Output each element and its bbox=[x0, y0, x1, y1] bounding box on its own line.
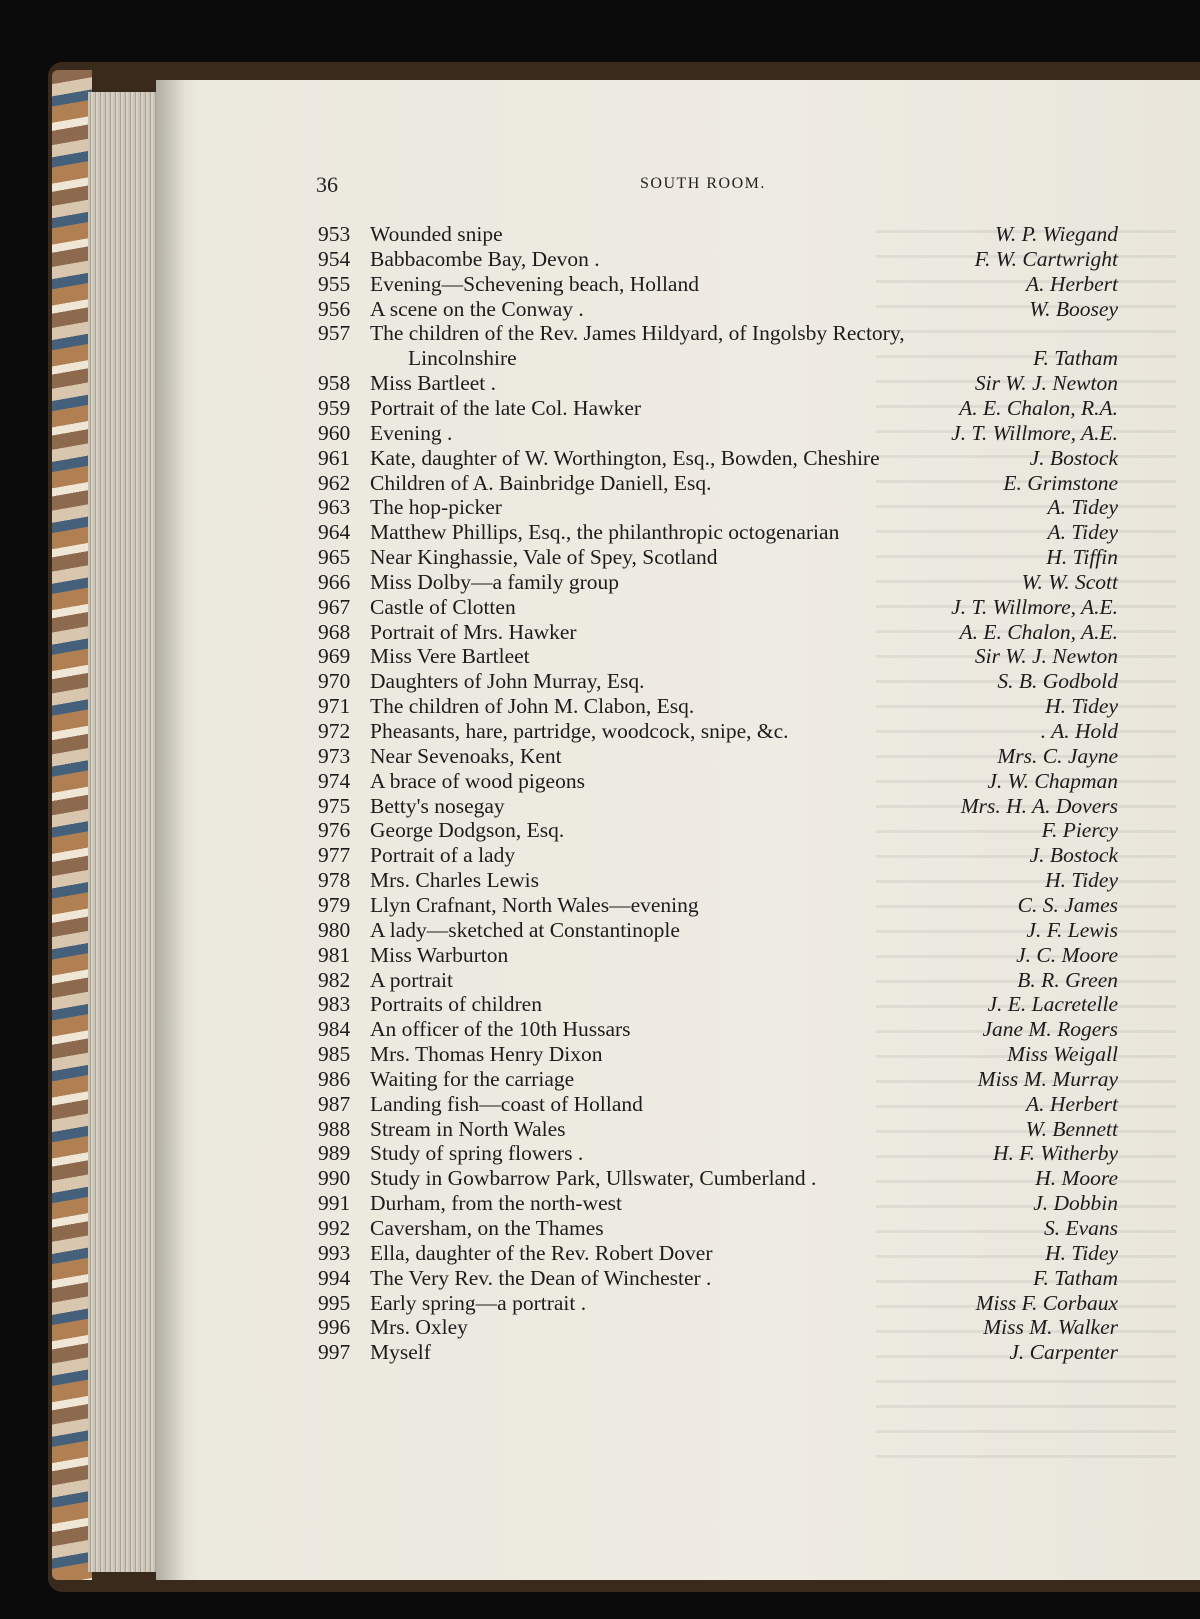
entry-title: Evening—Schevening beach, Holland bbox=[370, 271, 699, 296]
marbled-edge bbox=[52, 70, 92, 1580]
entry-title: The Very Rev. the Dean of Winchester . bbox=[370, 1265, 712, 1290]
entry-artist: J. C. Moore bbox=[1016, 942, 1118, 967]
entry-artist: J. F. Lewis bbox=[1026, 917, 1118, 942]
entry-number: 980 bbox=[318, 917, 351, 942]
entry-artist: J. T. Willmore, A.E. bbox=[951, 420, 1118, 445]
entry-number: 988 bbox=[318, 1116, 351, 1141]
entry-artist: Sir W. J. Newton bbox=[974, 371, 1118, 396]
entry-artist: A. Herbert bbox=[1026, 271, 1118, 296]
entry-artist: J. T. Willmore, A.E. bbox=[951, 594, 1118, 619]
entry-number: 969 bbox=[318, 644, 351, 669]
entry-title: Castle of Clotten bbox=[370, 594, 516, 619]
entry-number: 989 bbox=[318, 1141, 351, 1166]
entry-artist: H. Tidey bbox=[1045, 694, 1118, 719]
catalogue-entry bbox=[318, 1166, 1118, 1191]
entry-artist: H. Moore bbox=[1035, 1166, 1118, 1191]
entry-number: 986 bbox=[318, 1066, 351, 1091]
catalogue-entry bbox=[318, 396, 1118, 421]
entry-title: Portrait of a lady bbox=[370, 843, 516, 868]
entry-title: Miss Warburton bbox=[370, 942, 509, 967]
entry-artist: E. Grimstone bbox=[1003, 470, 1118, 495]
entry-number: 983 bbox=[318, 992, 351, 1017]
entry-number: 963 bbox=[318, 495, 351, 520]
catalogue-entry bbox=[318, 843, 1118, 868]
catalogue-entry bbox=[318, 794, 1118, 819]
catalogue-entry bbox=[318, 297, 1118, 322]
catalogue-entry bbox=[318, 321, 1118, 346]
catalogue-entry bbox=[318, 371, 1118, 396]
entry-title: Miss Vere Bartleet bbox=[370, 644, 530, 669]
entry-number: 976 bbox=[318, 818, 351, 843]
catalogue-entry bbox=[318, 1141, 1118, 1166]
entry-title: Early spring—a portrait . bbox=[370, 1290, 587, 1315]
entry-title: A lady—sketched at Constantinople bbox=[370, 917, 680, 942]
catalogue-entry bbox=[318, 446, 1118, 471]
entry-artist: . A. Hold bbox=[1040, 719, 1118, 743]
entry-artist: Miss M. Walker bbox=[983, 1315, 1118, 1340]
entry-title: Betty's nosegay bbox=[370, 793, 505, 818]
catalogue-entry bbox=[318, 968, 1118, 993]
entry-title: Wounded snipe bbox=[370, 222, 503, 246]
entry-artist: J. Carpenter bbox=[1009, 1340, 1118, 1365]
page-number: 36 bbox=[316, 172, 338, 197]
entry-title: Evening . bbox=[370, 420, 453, 445]
running-title: SOUTH ROOM. bbox=[640, 175, 766, 192]
entry-title: An officer of the 10th Hussars bbox=[370, 1017, 631, 1042]
entry-number: 971 bbox=[318, 694, 351, 719]
catalogue-entry bbox=[318, 992, 1118, 1017]
entry-title: The children of the Rev. James Hildyard, of Ingolsby Rectory, bbox=[370, 321, 905, 346]
entry-number: 992 bbox=[318, 1216, 351, 1240]
entry-title: Waiting for the carriage bbox=[370, 1066, 575, 1091]
catalogue-entry bbox=[318, 570, 1118, 595]
entry-artist: A. E. Chalon, R.A. bbox=[959, 395, 1118, 420]
entry-title: Stream in North Wales bbox=[370, 1116, 566, 1141]
entry-artist: Sir W. J. Newton bbox=[974, 644, 1118, 669]
catalogue-entry bbox=[318, 1266, 1118, 1291]
entry-number: 978 bbox=[318, 868, 351, 893]
entry-title: Babbacombe Bay, Devon . bbox=[370, 246, 600, 271]
catalogue-entry bbox=[318, 1117, 1118, 1142]
entry-number: 959 bbox=[318, 395, 351, 420]
entry-artist: W. Bennett bbox=[1025, 1116, 1118, 1141]
entry-artist: J. Bostock bbox=[1029, 843, 1118, 868]
entry-number: 964 bbox=[318, 520, 351, 545]
entry-artist: F. Piercy bbox=[1041, 818, 1118, 843]
catalogue-entry bbox=[318, 421, 1118, 446]
catalogue-entry bbox=[318, 272, 1118, 297]
catalogue-entry bbox=[318, 694, 1118, 719]
catalogue-entry bbox=[318, 247, 1118, 272]
entry-title: Ella, daughter of the Rev. Robert Dover bbox=[370, 1240, 713, 1265]
catalogue-entry bbox=[318, 669, 1118, 694]
catalogue-entry bbox=[318, 868, 1118, 893]
entry-title: Portraits of children bbox=[370, 992, 542, 1017]
entry-artist: Miss M. Murray bbox=[977, 1066, 1118, 1091]
entry-title: Miss Bartleet . bbox=[370, 371, 496, 396]
entry-artist: A. Tidey bbox=[1047, 520, 1118, 545]
entry-number: 970 bbox=[318, 669, 351, 694]
entry-artist: W. P. Wiegand bbox=[994, 222, 1118, 246]
entry-number: 990 bbox=[318, 1166, 351, 1191]
page-header bbox=[0, 172, 1200, 202]
entry-title-continuation: Lincolnshire bbox=[408, 346, 517, 371]
catalogue-entry bbox=[318, 1291, 1118, 1316]
gutter-shadow bbox=[156, 80, 186, 1580]
entry-number: 962 bbox=[318, 470, 351, 495]
catalogue-entry bbox=[318, 769, 1118, 794]
catalogue-entry bbox=[318, 918, 1118, 943]
catalogue-entry bbox=[318, 520, 1118, 545]
entry-artist: A. E. Chalon, A.E. bbox=[959, 619, 1118, 644]
catalogue-entry bbox=[318, 818, 1118, 843]
entry-artist: F. Tatham bbox=[1033, 1265, 1118, 1290]
entry-title: The children of John M. Clabon, Esq. bbox=[370, 694, 695, 719]
entry-title: Durham, from the north-west bbox=[370, 1191, 622, 1216]
entry-number: 957 bbox=[318, 321, 351, 346]
entry-number: 956 bbox=[318, 296, 351, 321]
entry-title: Near Kinghassie, Vale of Spey, Scotland bbox=[370, 545, 718, 570]
entry-number: 968 bbox=[318, 619, 351, 644]
entry-title: Llyn Crafnant, North Wales—evening bbox=[370, 892, 699, 917]
catalogue-entry bbox=[318, 943, 1118, 968]
entry-number: 995 bbox=[318, 1290, 351, 1315]
catalogue-entry bbox=[318, 1042, 1118, 1067]
entry-number: 996 bbox=[318, 1315, 351, 1340]
entry-title: Portrait of Mrs. Hawker bbox=[370, 619, 577, 644]
entry-number: 977 bbox=[318, 843, 351, 868]
catalogue-entry-continuation bbox=[318, 346, 1118, 371]
entry-artist: Mrs. C. Jayne bbox=[997, 743, 1118, 768]
entry-title: Mrs. Charles Lewis bbox=[370, 868, 539, 893]
entry-title: Mrs. Oxley bbox=[370, 1315, 468, 1340]
entry-number: 966 bbox=[318, 569, 351, 594]
entry-title: Daughters of John Murray, Esq. bbox=[370, 669, 645, 694]
entry-artist: S. B. Godbold bbox=[997, 669, 1118, 694]
entry-number: 985 bbox=[318, 1042, 351, 1067]
entry-artist: Mrs. H. A. Dovers bbox=[960, 793, 1118, 818]
catalogue-entry bbox=[318, 222, 1118, 247]
entry-artist: H. Tiffin bbox=[1046, 545, 1118, 570]
entry-artist: J. Dobbin bbox=[1033, 1191, 1118, 1216]
entry-artist: W. W. Scott bbox=[1021, 569, 1118, 594]
entry-number: 972 bbox=[318, 719, 351, 743]
catalogue-entry bbox=[318, 893, 1118, 918]
entry-title: Study of spring flowers . bbox=[370, 1141, 584, 1166]
catalogue-entry bbox=[318, 471, 1118, 496]
catalogue-entry bbox=[318, 595, 1118, 620]
entry-artist: H. Tidey bbox=[1045, 868, 1118, 893]
entry-title: Landing fish—coast of Holland bbox=[370, 1091, 643, 1116]
entry-number: 987 bbox=[318, 1091, 351, 1116]
entry-title: Study in Gowbarrow Park, Ullswater, Cumberland . bbox=[370, 1166, 817, 1191]
entry-title: Children of A. Bainbridge Daniell, Esq. bbox=[370, 470, 712, 495]
entry-number: 981 bbox=[318, 942, 351, 967]
entry-title: Pheasants, hare, partridge, woodcock, snipe, &c. bbox=[370, 719, 789, 743]
entry-title: Matthew Phillips, Esq., the philanthropic octogenarian bbox=[370, 520, 840, 545]
entry-number: 991 bbox=[318, 1191, 351, 1216]
entry-title: Kate, daughter of W. Worthington, Esq., Bowden, Cheshire bbox=[370, 445, 880, 470]
catalogue-entry bbox=[318, 1191, 1118, 1216]
entry-title: Near Sevenoaks, Kent bbox=[370, 743, 562, 768]
entry-artist: J. Bostock bbox=[1029, 445, 1118, 470]
entry-artist: J. E. Lacretelle bbox=[987, 992, 1118, 1017]
entry-artist: Miss F. Corbaux bbox=[975, 1290, 1118, 1315]
entry-number: 997 bbox=[318, 1340, 351, 1365]
entry-number: 975 bbox=[318, 793, 351, 818]
catalogue-entry bbox=[318, 1067, 1118, 1092]
entry-title: A brace of wood pigeons bbox=[370, 768, 585, 793]
entry-number: 960 bbox=[318, 420, 351, 445]
catalogue-entry bbox=[318, 644, 1118, 669]
catalogue-entry bbox=[318, 1315, 1118, 1340]
catalogue-entry bbox=[318, 620, 1118, 645]
entry-artist: W. Boosey bbox=[1029, 296, 1118, 321]
catalogue-entry bbox=[318, 1216, 1118, 1241]
entry-number: 979 bbox=[318, 892, 351, 917]
entry-number: 984 bbox=[318, 1017, 351, 1042]
entry-title: Myself bbox=[370, 1340, 431, 1365]
entry-number: 973 bbox=[318, 743, 351, 768]
entry-title: A portrait bbox=[370, 967, 453, 992]
catalogue-entry bbox=[318, 1340, 1118, 1365]
entry-artist: F. Tatham bbox=[1033, 346, 1118, 371]
entry-number: 958 bbox=[318, 371, 351, 396]
entry-number: 953 bbox=[318, 222, 351, 246]
entry-title: George Dodgson, Esq. bbox=[370, 818, 565, 843]
catalogue-entry bbox=[318, 744, 1118, 769]
entry-number: 974 bbox=[318, 768, 351, 793]
catalogue-entry bbox=[318, 719, 1118, 744]
entry-artist: S. Evans bbox=[1043, 1216, 1118, 1240]
entry-number: 994 bbox=[318, 1265, 351, 1290]
entry-artist: B. R. Green bbox=[1017, 967, 1118, 992]
entry-number: 993 bbox=[318, 1240, 351, 1265]
entry-artist: J. W. Chapman bbox=[987, 768, 1118, 793]
entry-artist: A. Herbert bbox=[1026, 1091, 1118, 1116]
entry-number: 965 bbox=[318, 545, 351, 570]
entry-artist: F. W. Cartwright bbox=[974, 246, 1118, 271]
entry-artist: Miss Weigall bbox=[1007, 1042, 1118, 1067]
entry-artist: C. S. James bbox=[1017, 892, 1118, 917]
catalogue-entry bbox=[318, 1241, 1118, 1266]
catalogue-entry bbox=[318, 1017, 1118, 1042]
entry-number: 961 bbox=[318, 445, 351, 470]
entry-number: 967 bbox=[318, 594, 351, 619]
entry-number: 954 bbox=[318, 246, 351, 271]
entry-artist: A. Tidey bbox=[1047, 495, 1118, 520]
entry-title: The hop-picker bbox=[370, 495, 502, 520]
entry-title: Portrait of the late Col. Hawker bbox=[370, 395, 642, 420]
entry-title: A scene on the Conway . bbox=[370, 296, 584, 321]
entry-number: 982 bbox=[318, 967, 351, 992]
entry-number: 955 bbox=[318, 271, 351, 296]
entry-artist: H. F. Witherby bbox=[992, 1141, 1118, 1166]
catalogue-entry bbox=[318, 545, 1118, 570]
entry-title: Caversham, on the Thames bbox=[370, 1216, 604, 1240]
entry-title: Mrs. Thomas Henry Dixon bbox=[370, 1042, 603, 1067]
entry-artist: Jane M. Rogers bbox=[982, 1017, 1118, 1042]
entry-artist: H. Tidey bbox=[1045, 1240, 1118, 1265]
catalogue-entry bbox=[318, 1092, 1118, 1117]
catalogue-entry bbox=[318, 495, 1118, 520]
entry-title: Miss Dolby—a family group bbox=[370, 569, 620, 594]
